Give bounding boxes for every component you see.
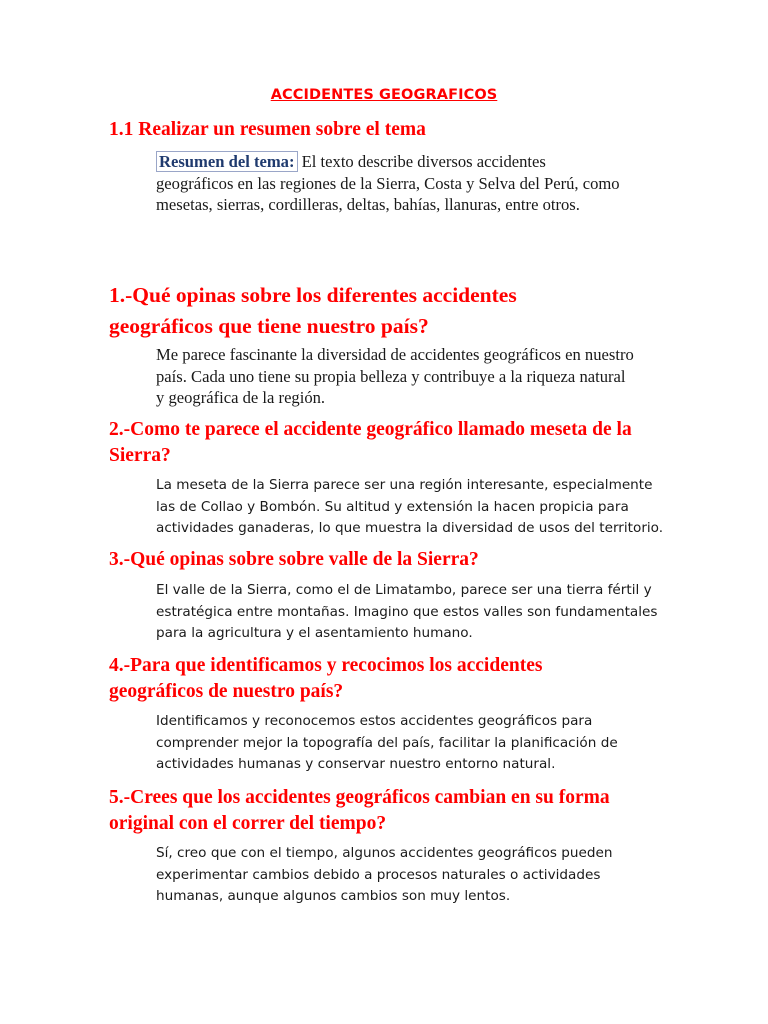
document-title: ACCIDENTES GEOGRAFICOS <box>270 87 498 103</box>
question-4-answer: Identificamos y reconocemos estos accidentes geográficos para comprender mejor la topografía del país, facilitar la planificación de actividades humanas y conservar nuestro entorno natural. <box>156 713 618 772</box>
question-4-heading: 4.-Para que identificamos y recocimos los accidentes geográficos de nuestro país? <box>109 655 543 702</box>
summary-paragraph <box>156 151 626 216</box>
question-2-heading: 2.-Como te parece el accidente geográfico llamado meseta de la Sierra? <box>109 419 632 466</box>
summary-text: El texto describe diversos accidentes geográficos en las regiones de la Sierra, Costa y Selva del Perú, como mesetas, sierras, cordilleras, deltas, bahías, llanuras, entre otros. <box>156 152 620 214</box>
question-5-answer: Sí, creo que con el tiempo, algunos accidentes geográficos pueden experimentar cambios debido a procesos naturales o actividades humanas, aunque algunos cambios son muy lentos. <box>156 845 613 904</box>
question-2-answer: La meseta de la Sierra parece ser una región interesante, especialmente las de Collao y Bombón. Su altitud y extensión la hacen propicia para actividades ganaderas, lo que muestra la diversidad de usos del territorio. <box>156 477 664 536</box>
section-heading-resumen: 1.1 Realizar un resumen sobre el tema <box>109 119 426 140</box>
question-1-answer: Me parece fascinante la diversidad de accidentes geográficos en nuestro país. Cada uno tiene su propia belleza y contribuye a la riqueza natural y geográfica de la región. <box>156 345 634 407</box>
summary-label: Resumen del tema: <box>156 151 298 172</box>
question-3-heading: 3.-Qué opinas sobre sobre valle de la Sierra? <box>109 549 479 570</box>
question-5-heading: 5.-Crees que los accidentes geográficos cambian en su forma original con el correr del tiempo? <box>109 787 610 834</box>
question-1-heading: 1.-Qué opinas sobre los diferentes accidentes geográficos que tiene nuestro país? <box>109 283 517 338</box>
question-3-answer: El valle de la Sierra, como el de Limatambo, parece ser una tierra fértil y estratégica entre montañas. Imagino que estos valles son fundamentales para la agricultura y el asentamiento humano. <box>156 582 658 641</box>
